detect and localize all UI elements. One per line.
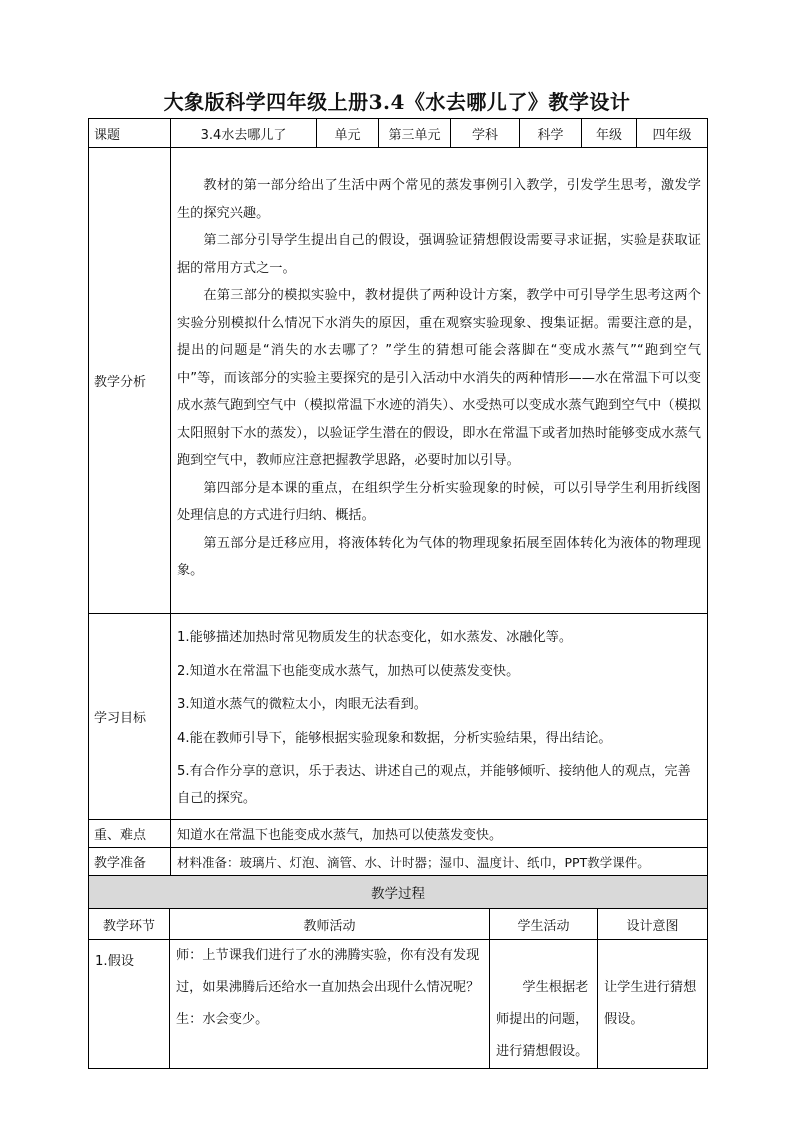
key-points-label: 重、难点 bbox=[89, 820, 171, 848]
grade-label: 年级 bbox=[582, 119, 637, 148]
student-activity-cell: 学生根据老师提出的问题，进行猜想假设。 bbox=[490, 940, 598, 1069]
lesson-info-table bbox=[88, 118, 708, 876]
subject-label: 学科 bbox=[451, 119, 520, 148]
process-row bbox=[89, 940, 708, 1069]
goal-item: 5.有合作分享的意识，乐于表达、讲述自己的观点，并能够倾听、接纳他人的观点，完善自己的探究。 bbox=[177, 764, 691, 806]
stage-cell: 1.假设 bbox=[89, 940, 170, 1069]
goal-item: 4.能在教师引导下，能够根据实验现象和数据，分析实验结果，得出结论。 bbox=[177, 730, 612, 746]
preparation-value: 材料准备：玻璃片、灯泡、滴管、水、计时器；湿巾、温度计、纸巾，PPT教学课件。 bbox=[171, 848, 708, 876]
preparation-row bbox=[89, 848, 708, 876]
analysis-row bbox=[89, 148, 708, 614]
analysis-paragraph: 第四部分是本课的重点，在组织学生分析实验现象的时候，可以引导学生利用折线图处理信息的方式进行归纳、概括。 bbox=[177, 480, 701, 524]
goals-label: 学习目标 bbox=[89, 614, 171, 820]
design-intent-cell: 让学生进行猜想假设。 bbox=[598, 940, 708, 1069]
teacher-activity-cell bbox=[170, 940, 490, 1069]
topic-value: 3.4水去哪儿了 bbox=[171, 119, 317, 148]
analysis-label: 教学分析 bbox=[89, 148, 171, 614]
goal-item: 1.能够描述加热时常见物质发生的状态变化，如水蒸发、冰融化等。 bbox=[177, 630, 573, 645]
teacher-line: 师：上节课我们进行了水的沸腾实验，你有没有发现过，如果沸腾后还给水一直加热会出现什么情况呢？ bbox=[176, 948, 480, 995]
analysis-paragraph: 第五部分是迁移应用，将液体转化为气体的物理现象拓展至固体转化为液体的物理现象。 bbox=[177, 535, 701, 579]
analysis-paragraph: 教材的第一部分给出了生活中两个常见的蒸发事例引入教学，引发学生思考，激发学生的探究兴趣。 bbox=[177, 178, 701, 221]
column-header-student: 学生活动 bbox=[490, 909, 598, 940]
goal-item: 2.知道水在常温下也能变成水蒸气，加热可以使蒸发变快。 bbox=[177, 663, 520, 679]
column-header-intent: 设计意图 bbox=[598, 909, 708, 940]
goal-item: 3.知道水蒸气的微粒太小，肉眼无法看到。 bbox=[177, 697, 427, 712]
process-header: 教学过程 bbox=[89, 876, 708, 909]
key-points-value: 知道水在常温下也能变成水蒸气，加热可以使蒸发变快。 bbox=[171, 820, 708, 848]
analysis-content bbox=[171, 148, 708, 614]
process-table bbox=[88, 875, 708, 1069]
document-title: 大象版科学四年级上册3.4《水去哪儿了》教学设计 bbox=[163, 90, 631, 114]
column-header-teacher: 教师活动 bbox=[170, 909, 490, 940]
unit-value: 第三单元 bbox=[379, 119, 451, 148]
preparation-label: 教学准备 bbox=[89, 848, 171, 876]
goals-row bbox=[89, 614, 708, 820]
process-columns-row bbox=[89, 909, 708, 940]
subject-value: 科学 bbox=[520, 119, 582, 148]
info-row bbox=[89, 119, 708, 148]
key-points-row bbox=[89, 820, 708, 848]
topic-label: 课题 bbox=[89, 119, 171, 148]
analysis-paragraph: 第二部分引导学生提出自己的假设，强调验证猜想假设需要寻求证据，实验是获取证据的常用方式之一。 bbox=[177, 233, 701, 276]
column-header-stage: 教学环节 bbox=[89, 909, 170, 940]
goals-content bbox=[171, 614, 708, 820]
process-header-row bbox=[89, 876, 708, 909]
teacher-line: 生：水会变少。 bbox=[176, 1012, 269, 1027]
analysis-paragraph: 在第三部分的模拟实验中，教材提供了两种设计方案，教学中可引导学生思考这两个实验分别模拟什么情况下水消失的原因，重在观察实验现象、搜集证据。需要注意的是，提出的问题是“消失的水去哪了？”学生的猜想可能会落脚在“变成水蒸气”“跑到空气中”等，而该部分的实验主要探究的是引入活动中水消失的两种情形——水在常温下可以变成水蒸气跑到空气中（模拟常温下水迹的消失）、水受热可以变成水蒸气跑到空气中（模拟太阳照射下水的蒸发），以验证学生潜在的假设，即水在常温下或者加热时能够变成水蒸气跑到空气中，教师应注意把握教学思路，必要时加以引导。 bbox=[177, 288, 701, 469]
grade-value: 四年级 bbox=[637, 119, 708, 148]
unit-label: 单元 bbox=[317, 119, 379, 148]
